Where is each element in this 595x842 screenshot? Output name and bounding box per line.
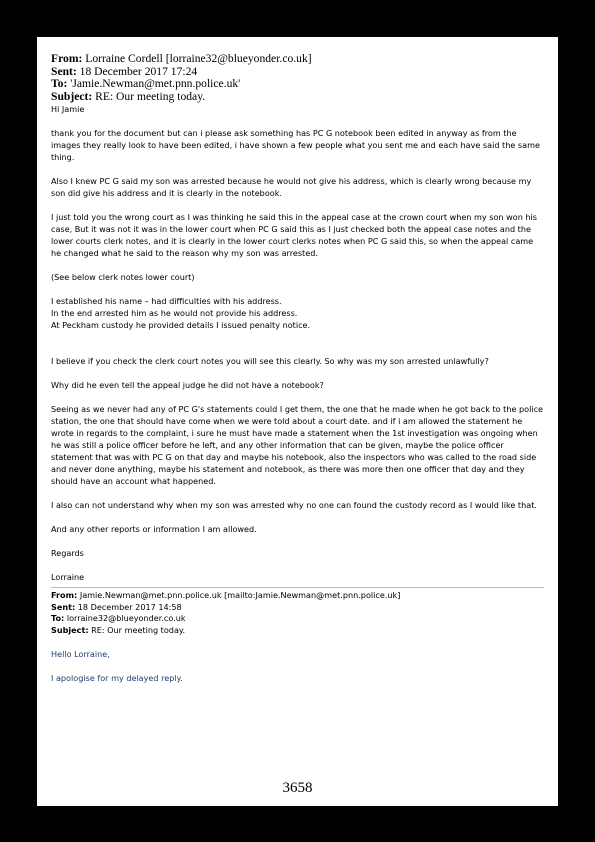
quote-line: At Peckham custody he provided details I issued penalty notice. [51,320,311,330]
to-label: To: [51,613,65,624]
sent-value: 18 December 2017 14:58 [77,601,182,612]
from-value: Jamie.Newman@met.pnn.police.uk [mailto:Jamie.Newman@met.pnn.police.uk] [79,590,401,600]
sent-value: 18 December 2017 17:24 [79,64,198,78]
quote-line: In the end arrested him as he would not provide his address. [51,308,298,318]
paragraph: Seeing as we never had any of PC G's statements could I get them, the one that he made when he got back to the police station, the one that should have come when we were told about a court date. and if i am allowed the statement he wrote in regards to the complaint, i sure he must have made a statement when the 1st investigation was ongoing when he was still a police officer before he left, and any other information that can be given, maybe the police officer statement that was with PC G on that day and maybe his notebook, also the inspectors who was called to the road side and never done anything, maybe his statement and notebook, as there was more then one officer that day and they should have an account what happened. [51,404,544,486]
email-body [51,103,544,583]
from-value: Lorraine Cordell [lorraine32@blueyonder.co.uk] [85,52,312,65]
subject-value: RE: Our meeting today. [91,624,186,635]
from-label: From: [51,52,83,65]
from-label: From: [51,590,78,600]
to-value: lorraine32@blueyonder.co.uk [66,613,186,624]
to-label: To: [51,77,68,90]
paragraph: Also I knew PC G said my son was arrested because he would not give his address, which is clearly wrong because my son did give his address and it is clearly in the notebook. [51,176,532,198]
signature: Lorraine [51,572,85,582]
to-value: 'Jamie.Newman@met.pnn.police.uk' [70,77,241,90]
sent-label: Sent: [51,64,77,78]
document-page [37,37,558,806]
subject-label: Subject: [51,89,93,103]
paragraph: I also can not understand why when my son was arrested why no one can found the custody record as I would like that. [51,500,537,510]
paragraph: I just told you the wrong court as I was thinking he said this in the appeal case at the crown court when my son won his case, But it was not it was in the lower court when PC G said this as I just checked both the appeal case notes and the lower courts clerk notes, and it is clearly in the lower court clerks notes when PC G said this, so when the appeal came he changed what he said to the reason why my son was arrested. [51,212,537,258]
subject-value: RE: Our meeting today. [95,89,206,103]
paragraph: And any other reports or information I am allowed. [51,524,257,534]
quoted-email-header [51,590,544,636]
quote-line: I established his name – had difficulties with his address. [51,296,282,306]
separator-line [51,587,544,588]
greeting: Hello Lorraine, [51,649,110,660]
sent-label: Sent: [51,601,76,612]
closing: Regards [51,548,84,558]
email-header [51,53,544,103]
paragraph: I apologise for my delayed reply. [51,673,183,684]
paragraph: I believe if you check the clerk court notes you will see this clearly. So why was my son arrested unlawfully? [51,356,489,366]
greeting: Hi Jamie [51,104,85,114]
quoted-email-body [51,636,544,684]
paragraph: Why did he even tell the appeal judge he did not have a notebook? [51,380,324,390]
paragraph: thank you for the document but can i please ask something has PC G notebook been edited in anyway as from the images they really look to have been edited, i have shown a few people what you sent me and each have said the same thing. [51,128,540,162]
paragraph: (See below clerk notes lower court) [51,272,195,282]
page-number: 3658 [282,780,313,796]
subject-label: Subject: [51,624,89,635]
